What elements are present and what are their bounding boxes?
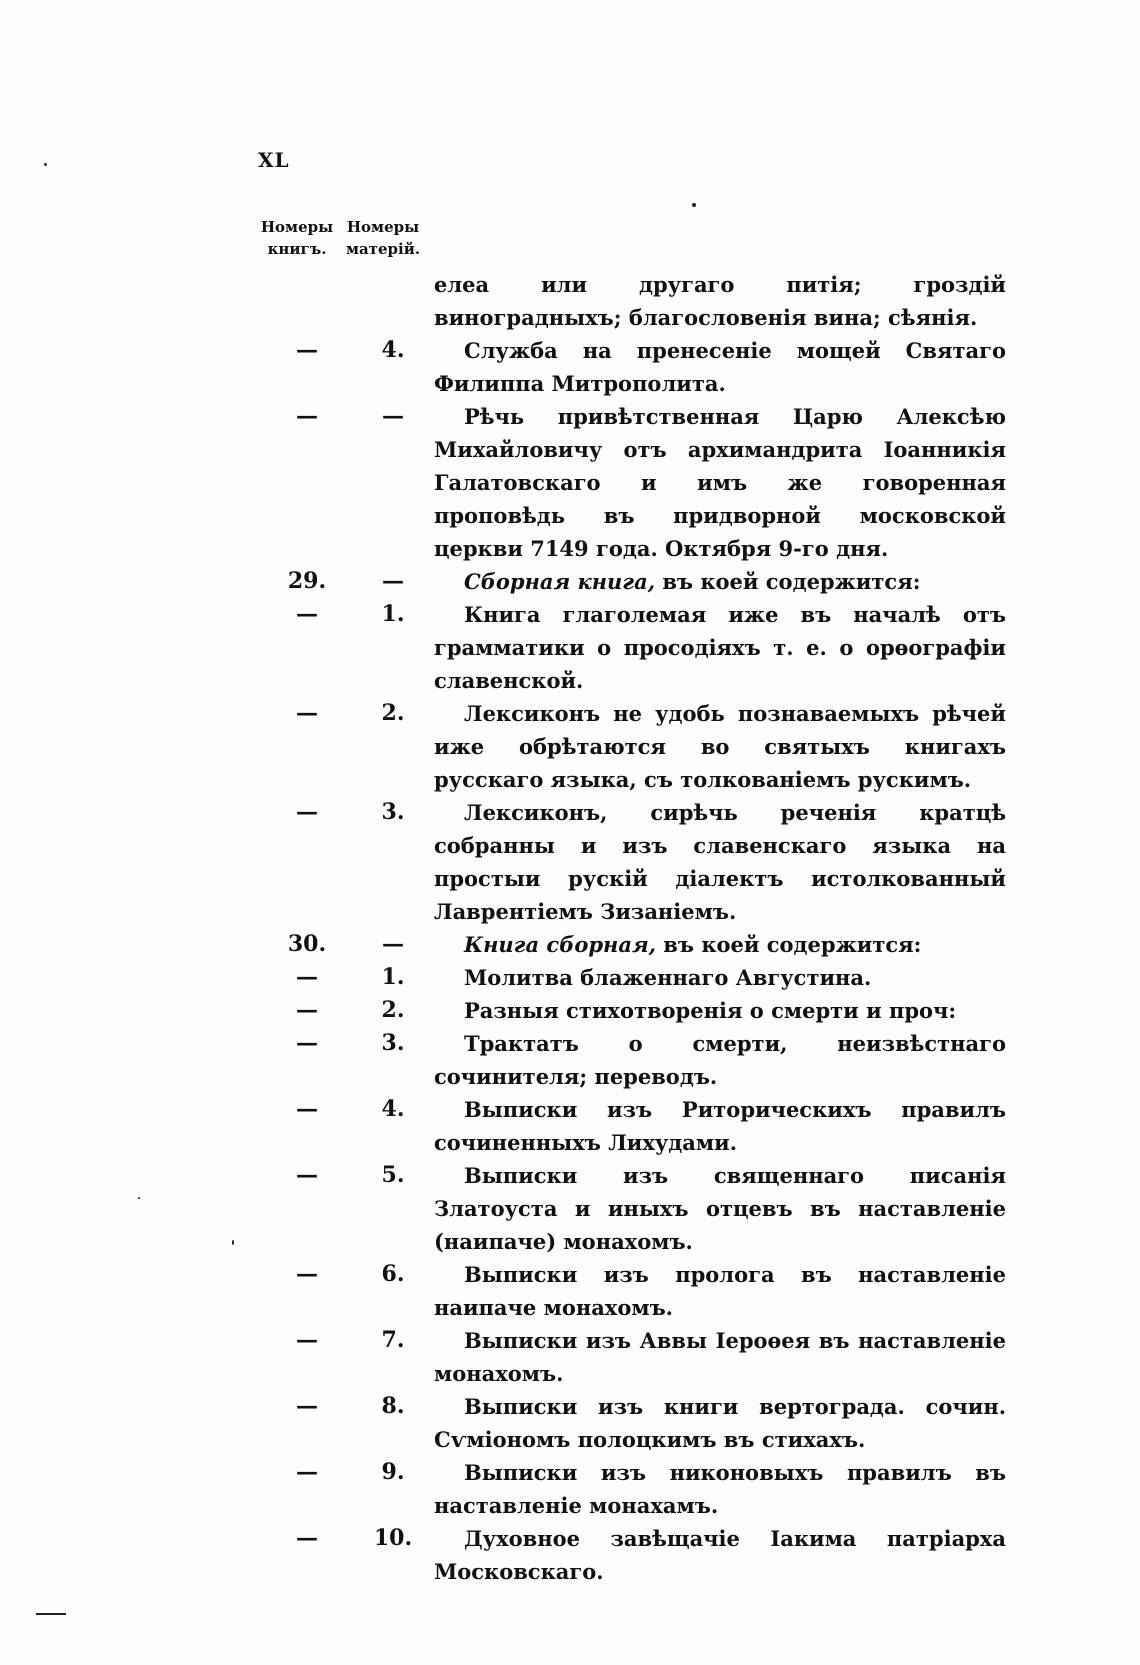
entry-row xyxy=(0,994,1140,1027)
entry-text xyxy=(434,1456,1006,1522)
item-number: 7. xyxy=(381,1327,405,1353)
item-number: 2. xyxy=(381,997,405,1023)
entry-text xyxy=(434,1522,1006,1588)
column-header-books-line2: книгъ. xyxy=(267,240,327,258)
entry-row xyxy=(0,1027,1140,1093)
entry-row xyxy=(0,598,1140,697)
column-header-books xyxy=(257,216,337,260)
item-number: 4. xyxy=(381,337,405,363)
item-number: 10. xyxy=(373,1525,413,1551)
entry-text xyxy=(434,961,1006,994)
book-number: — xyxy=(296,601,318,627)
entry-text xyxy=(434,1093,1006,1159)
item-number: 1. xyxy=(381,601,405,627)
entry-text xyxy=(434,1390,1006,1456)
catalog-entries xyxy=(0,268,1140,1588)
entry-text xyxy=(434,1159,1006,1258)
book-number: — xyxy=(296,1327,318,1353)
entry-body: Выписки изъ никоновыхъ правилъ въ наставленіе монахамъ. xyxy=(434,1460,1006,1518)
book-number: — xyxy=(296,700,318,726)
entry-row xyxy=(0,796,1140,928)
scan-speck xyxy=(44,163,47,166)
entry-body: Выписки изъ Риторическихъ правилъ сочиненныхъ Лихудами. xyxy=(434,1097,1006,1155)
entry-body: Выписки изъ Аввы Іероѳея въ наставленіе монахомъ. xyxy=(434,1328,1006,1386)
entry-body: Духовное завѣщачіе Іакима патріарха Московскаго. xyxy=(434,1526,1006,1584)
book-number: — xyxy=(296,1261,318,1287)
entry-text xyxy=(434,400,1006,565)
entry-body: Книга глаголемая иже въ началѣ отъ грамматики о просодіяхъ т. е. о орѳографіи славенской. xyxy=(434,602,1006,693)
item-number: 4. xyxy=(381,1096,405,1122)
scan-dash-mark xyxy=(36,1613,66,1615)
book-number: 30. xyxy=(287,931,327,957)
item-number: 3. xyxy=(381,799,405,825)
scan-speck xyxy=(138,1197,140,1199)
book-number: — xyxy=(296,1030,318,1056)
entry-row xyxy=(0,961,1140,994)
entry-body: Молитва блаженнаго Августина. xyxy=(464,965,872,990)
entry-row xyxy=(0,1093,1140,1159)
entry-body: Выписки изъ священнаго писанія Златоуста и иныхъ отцевъ въ наставленіе (наипаче) монахомъ. xyxy=(434,1163,1006,1254)
scan-speck xyxy=(232,1240,234,1245)
page-number: XL xyxy=(258,148,290,172)
entry-row xyxy=(0,1456,1140,1522)
book-number: — xyxy=(296,337,318,363)
entry-body: Рѣчь привѣтственная Царю Алексѣю Михайловичу отъ архимандрита Іоанникія Галатовскаго и имъ же говоренная проповѣдь въ придворной московской церкви 7149 года. Октября 9-го дня. xyxy=(434,404,1006,561)
entry-title: Книга сборная, xyxy=(464,932,656,957)
book-number: — xyxy=(296,1393,318,1419)
scan-speck xyxy=(692,203,696,207)
item-number: 2. xyxy=(381,700,405,726)
column-header-materials-line1: Номеры xyxy=(346,218,420,236)
entry-body: Служба на пренесеніе мощей Святаго Филиппа Митрополита. xyxy=(434,338,1006,396)
entry-body: въ коей содержится: xyxy=(655,569,921,594)
item-number: — xyxy=(382,931,404,957)
entry-row xyxy=(0,268,1140,334)
entry-text xyxy=(434,1324,1006,1390)
entry-text xyxy=(434,994,1006,1027)
item-number: 6. xyxy=(381,1261,405,1287)
column-header-books-line1: Номеры xyxy=(260,218,334,236)
column-header-materials xyxy=(343,216,423,260)
entry-body: елеа или другаго питія; гроздій виноградныхъ; благословенія вина; сѣянія. xyxy=(434,272,1006,330)
entry-row xyxy=(0,1522,1140,1588)
item-number: — xyxy=(382,403,404,429)
book-number: — xyxy=(296,997,318,1023)
entry-text xyxy=(434,796,1006,928)
book-number: — xyxy=(296,799,318,825)
entry-text xyxy=(434,565,1006,598)
book-number: — xyxy=(296,1162,318,1188)
item-number: 8. xyxy=(381,1393,405,1419)
entry-row xyxy=(0,697,1140,796)
entry-row xyxy=(0,1390,1140,1456)
entry-row xyxy=(0,334,1140,400)
entry-row xyxy=(0,1159,1140,1258)
column-header-materials-line2: матерій. xyxy=(345,240,421,258)
item-number: 3. xyxy=(381,1030,405,1056)
entry-body: Выписки изъ пролога въ наставленіе наипаче монахомъ. xyxy=(434,1262,1006,1320)
entry-text xyxy=(434,334,1006,400)
entry-body: Разныя стихотворенія о смерти и проч: xyxy=(464,998,957,1023)
entry-body: Трактатъ о смерти, неизвѣстнаго сочинителя; переводъ. xyxy=(434,1031,1006,1089)
entry-body: Лексиконъ не удобь познаваемыхъ рѣчей иже обрѣтаются во святыхъ книгахъ русскаго языка, съ толкованіемъ рускимъ. xyxy=(434,701,1006,792)
entry-row xyxy=(0,1324,1140,1390)
entry-text xyxy=(434,598,1006,697)
entry-title: Сборная книга, xyxy=(464,569,656,594)
entry-body: Лексиконъ, сирѣчь реченія кратцѣ собранны и изъ славенскаго языка на простыи рускій діалектъ истолкованный Лаврентіемъ Зизаніемъ. xyxy=(434,800,1006,924)
item-number: — xyxy=(382,568,404,594)
book-number: — xyxy=(296,403,318,429)
book-number: — xyxy=(296,1459,318,1485)
entry-text xyxy=(434,1258,1006,1324)
item-number: 9. xyxy=(381,1459,405,1485)
book-number: — xyxy=(296,1525,318,1551)
entry-body: Выписки изъ книги вертограда. сочин. Сѵміономъ полоцкимъ въ стихахъ. xyxy=(434,1394,1006,1452)
entry-text xyxy=(434,697,1006,796)
entry-row xyxy=(0,1258,1140,1324)
item-number: 5. xyxy=(381,1162,405,1188)
entry-row xyxy=(0,565,1140,598)
entry-row xyxy=(0,928,1140,961)
item-number: 1. xyxy=(381,964,405,990)
entry-text xyxy=(434,1027,1006,1093)
book-number: — xyxy=(296,1096,318,1122)
entry-text xyxy=(434,268,1006,334)
book-number: 29. xyxy=(287,568,327,594)
entry-row xyxy=(0,400,1140,565)
book-number: — xyxy=(296,964,318,990)
entry-body: въ коей содержится: xyxy=(656,932,922,957)
entry-text xyxy=(434,928,1006,961)
